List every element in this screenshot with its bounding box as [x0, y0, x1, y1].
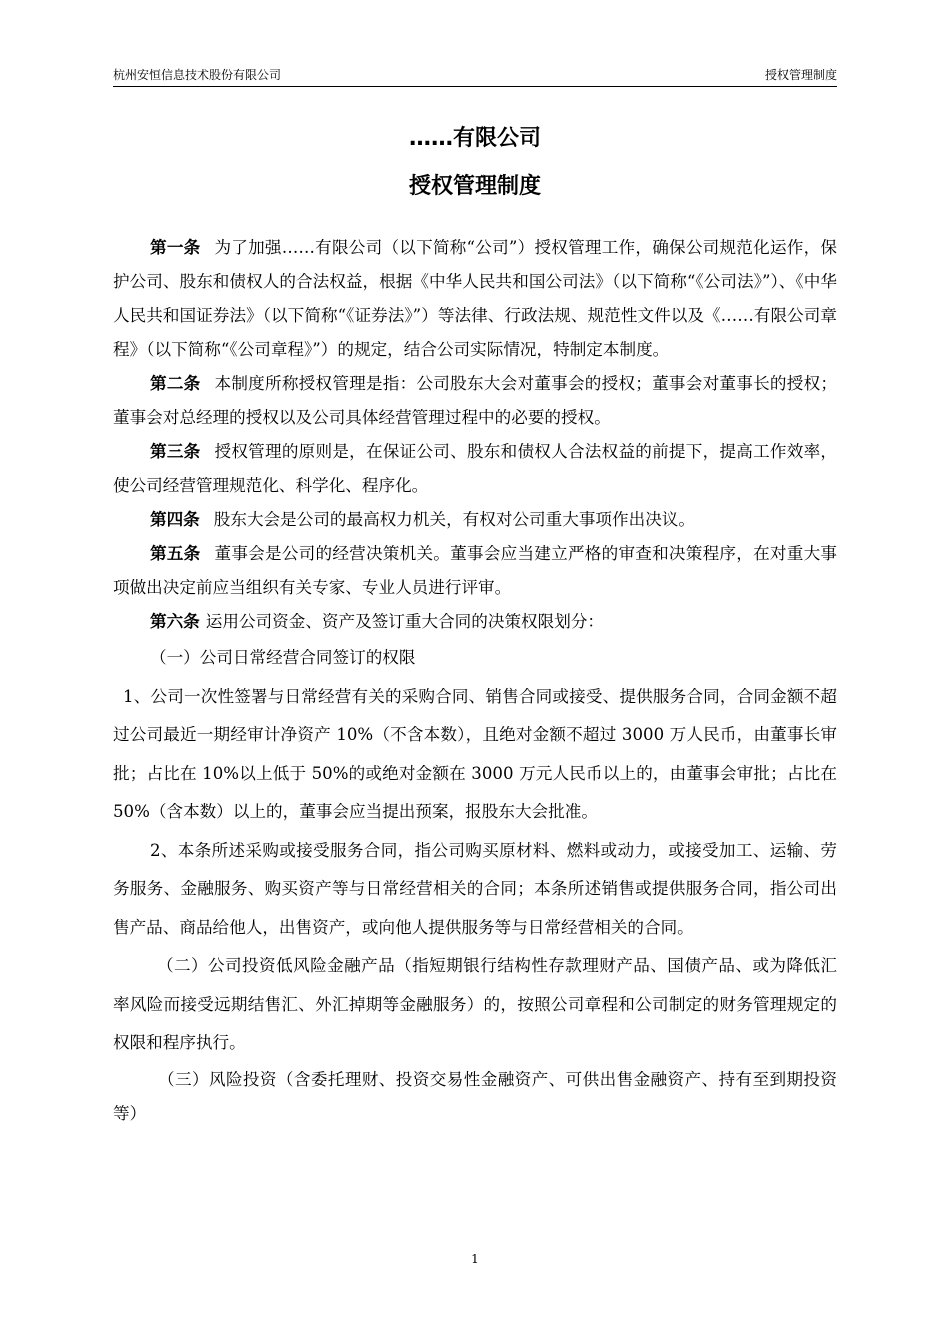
article-label: 第二条 [150, 374, 201, 393]
article-text: 授权管理的原则是，在保证公司、股东和债权人合法权益的前提下，提高工作效率，使公司经营管理规范化、科学化、程序化。 [113, 442, 838, 495]
section-one-item-2: 2、本条所述采购或接受服务合同，指公司购买原材料、燃料或动力，或接受加工、运输、劳务服务、金融服务、购买资产等与日常经营相关的合同；本条所述销售或提供服务合同，指公司出售产品、商品给他人，出售资产，或向他人提供服务等与日常经营相关的合同。 [113, 840, 837, 937]
section-one-item-1: 1、公司一次性签署与日常经营有关的采购合同、销售合同或接受、提供服务合同，合同金额不超过公司最近一期经审计净资产 10%（不含本数），且绝对金额不超过 3000 万人民币，由董事长审批；占比在 10%以上低于 50%的或绝对金额在 3000 万元人民币以上的，由董事会审批；占比在 50%（含本数）以上的，董事会应当提出预案，报股东大会批准。 [113, 686, 837, 821]
header-doc-name: 授权管理制度 [764, 68, 837, 82]
page-number: 1 [471, 1252, 479, 1266]
article-label: 第六条 [150, 612, 200, 631]
article-text: 股东大会是公司的最高权力机关，有权对公司重大事项作出决议。 [213, 510, 695, 529]
article-text: 运用公司资金、资产及签订重大合同的决策权限划分： [205, 612, 605, 631]
section-two: （二）公司投资低风险金融产品（指短期银行结构性存款理财产品、国债产品、或为降低汇率风险而接受远期结售汇、外汇掉期等金融服务）的，按照公司章程和公司制定的财务管理规定的权限和程序执行。 [113, 956, 837, 1052]
article-label: 第一条 [150, 238, 201, 257]
section-three: （三）风险投资（含委托理财、投资交易性金融资产、可供出售金融资产、持有至到期投资等） [113, 1069, 837, 1123]
article-1 [113, 231, 837, 367]
article-label: 第三条 [150, 442, 201, 461]
article-2 [113, 367, 837, 435]
header-company: 杭州安恒信息技术股份有限公司 [113, 68, 282, 82]
article-label: 第四条 [150, 510, 200, 529]
title-line-1: ……有限公司 [408, 126, 541, 151]
title-line-2: 授权管理制度 [408, 174, 541, 199]
document-body [113, 231, 837, 1131]
article-text: 董事会是公司的经营决策机关。董事会应当建立严格的审查和决策程序，在对重大事项做出决定前应当组织有关专家、专业人员进行评审。 [113, 544, 838, 597]
article-5 [113, 537, 837, 605]
article-6 [113, 605, 837, 639]
article-label: 第五条 [150, 544, 201, 563]
section-one-heading: （一）公司日常经营合同签订的权限 [150, 648, 416, 667]
article-4 [113, 503, 837, 537]
page-header [113, 66, 837, 87]
article-3 [113, 435, 837, 503]
article-text: 为了加强……有限公司（以下简称“公司”）授权管理工作，确保公司规范化运作，保护公司、股东和债权人的合法权益，根据《中华人民共和国公司法》（以下简称“《公司法》”）、《中华人民共和国证券法》（以下简称“《证券法》”）等法律、行政法规、规范性文件以及《……有限公司章程》（以下简称“《公司章程》”）的规定，结合公司实际情况，特制定本制度。 [113, 238, 838, 359]
article-text: 本制度所称授权管理是指：公司股东大会对董事会的授权；董事会对董事长的授权；董事会对总经理的授权以及公司具体经营管理过程中的必要的授权。 [113, 374, 838, 427]
